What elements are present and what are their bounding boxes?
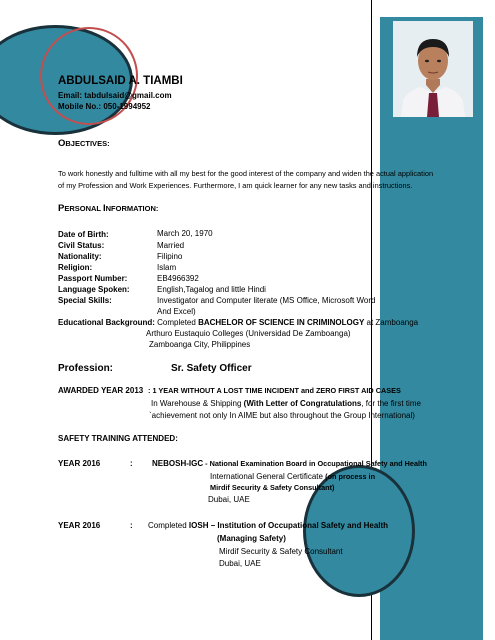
label-language-spoken: Language Spoken: <box>58 285 130 294</box>
training-1-line-4: Dubai, UAE <box>208 495 250 504</box>
training-1-line-3: Mirdif Security & Safety Consultant) <box>210 483 335 492</box>
award-line-3: `achievement not only In AIME but also throughout the Group International) <box>149 411 415 420</box>
value-religion: Islam <box>157 263 177 272</box>
training-1-line-2-pre: International General Certificate <box>210 472 326 481</box>
award-line-1: : 1 YEAR WITHOUT A LOST TIME INCIDENT and ZERO FIRST AID CASES <box>148 386 401 395</box>
profession-value: Sr. Safety Officer <box>171 363 252 374</box>
personal-heading-i: I <box>102 203 106 214</box>
training-2-year: YEAR 2016 <box>58 521 101 530</box>
training-1-line-2-bold: (on process in <box>325 472 376 481</box>
candidate-name: ABDULSAID A. TIAMBI <box>58 75 183 87</box>
training-2-line-4: Dubai, UAE <box>219 559 261 568</box>
education-at: at Zamboanga <box>364 318 419 327</box>
label-religion: Religion: <box>58 263 93 272</box>
training-1-line-2 <box>210 472 375 481</box>
training-1-desc: - National Examination Board in Occupational Safety and Health <box>203 459 427 468</box>
value-nationality: Filipino <box>157 252 183 261</box>
objectives-heading-rest: BJECTIVES: <box>65 139 110 148</box>
value-date-of-birth: March 20, 1970 <box>157 229 213 238</box>
personal-heading-nformation: NFORMATION: <box>105 204 159 213</box>
label-educational-background: Educational Background: <box>58 318 155 327</box>
label-nationality: Nationality: <box>58 252 102 261</box>
personal-heading-ersonal: ERSONAL <box>64 204 103 213</box>
training-1-line-1 <box>152 459 427 468</box>
education-completed: Completed <box>157 318 199 327</box>
value-special-skills: Investigator and Computer literate (MS Office, Microsoft Word <box>157 296 376 305</box>
training-heading: SAFETY TRAINING ATTENDED: <box>58 434 178 443</box>
award-line-2-post: , for the first time <box>361 399 421 408</box>
training-1-course: NEBOSH-IGC <box>152 459 204 468</box>
education-line-1 <box>58 318 418 327</box>
training-1-year: YEAR 2016 <box>58 459 101 468</box>
value-special-skills-cont: And Excel) <box>157 307 196 316</box>
person-portrait-icon <box>393 21 473 117</box>
personal-info-heading <box>58 204 158 215</box>
objectives-heading <box>58 139 110 150</box>
award-line-2-pre: In Warehouse & Shipping <box>151 399 244 408</box>
profession-label: Profession: <box>58 363 114 374</box>
training-2-pre: Completed <box>148 521 189 530</box>
personal-heading-p: P <box>58 203 65 214</box>
label-special-skills: Special Skills: <box>58 296 112 305</box>
award-line-2 <box>151 399 421 408</box>
training-1-colon: : <box>130 459 133 468</box>
training-2-course: IOSH – Institution of Occupational Safety and Health <box>188 521 389 530</box>
training-2-line-2: (Managing Safety) <box>217 534 286 543</box>
objectives-line-2: of my Profession and Work Experiences. Furthermore, I am quick learner for any new tasks and instructions. <box>58 181 413 190</box>
education-line-3: Zamboanga City, Philippines <box>149 340 251 349</box>
objectives-heading-initial: O <box>58 138 66 149</box>
training-2-colon: : <box>130 521 133 530</box>
award-line-2-bold: (With Letter of Congratulations <box>243 399 362 408</box>
profile-photo <box>393 21 473 117</box>
education-line-2: Arthuro Eustaquio Colleges (Universidad De Zamboanga) <box>146 329 351 338</box>
label-civil-status: Civil Status: <box>58 241 105 250</box>
mobile-line: Mobile No.: 050-1994952 <box>58 102 151 111</box>
label-passport-number: Passport Number: <box>58 274 128 283</box>
value-civil-status: Married <box>157 241 185 250</box>
education-degree: BACHELOR OF SCIENCE IN CRIMINOLOGY <box>198 318 365 327</box>
value-passport-number: EB4966392 <box>157 274 199 283</box>
training-2-line-3: Mirdif Security & Safety Consultant <box>219 547 343 556</box>
email-line: Email: tabdulsaid@gmail.com <box>58 91 172 100</box>
value-language-spoken: English,Tagalog and little Hindi <box>157 285 266 294</box>
award-label: AWARDED YEAR 2013 <box>58 386 144 395</box>
training-2-line-1 <box>148 521 388 530</box>
label-date-of-birth: Date of Birth: <box>58 230 109 239</box>
objectives-line-1: To work honestly and fulltime with all my best for the good interest of the company and widen the actual application <box>58 169 434 178</box>
